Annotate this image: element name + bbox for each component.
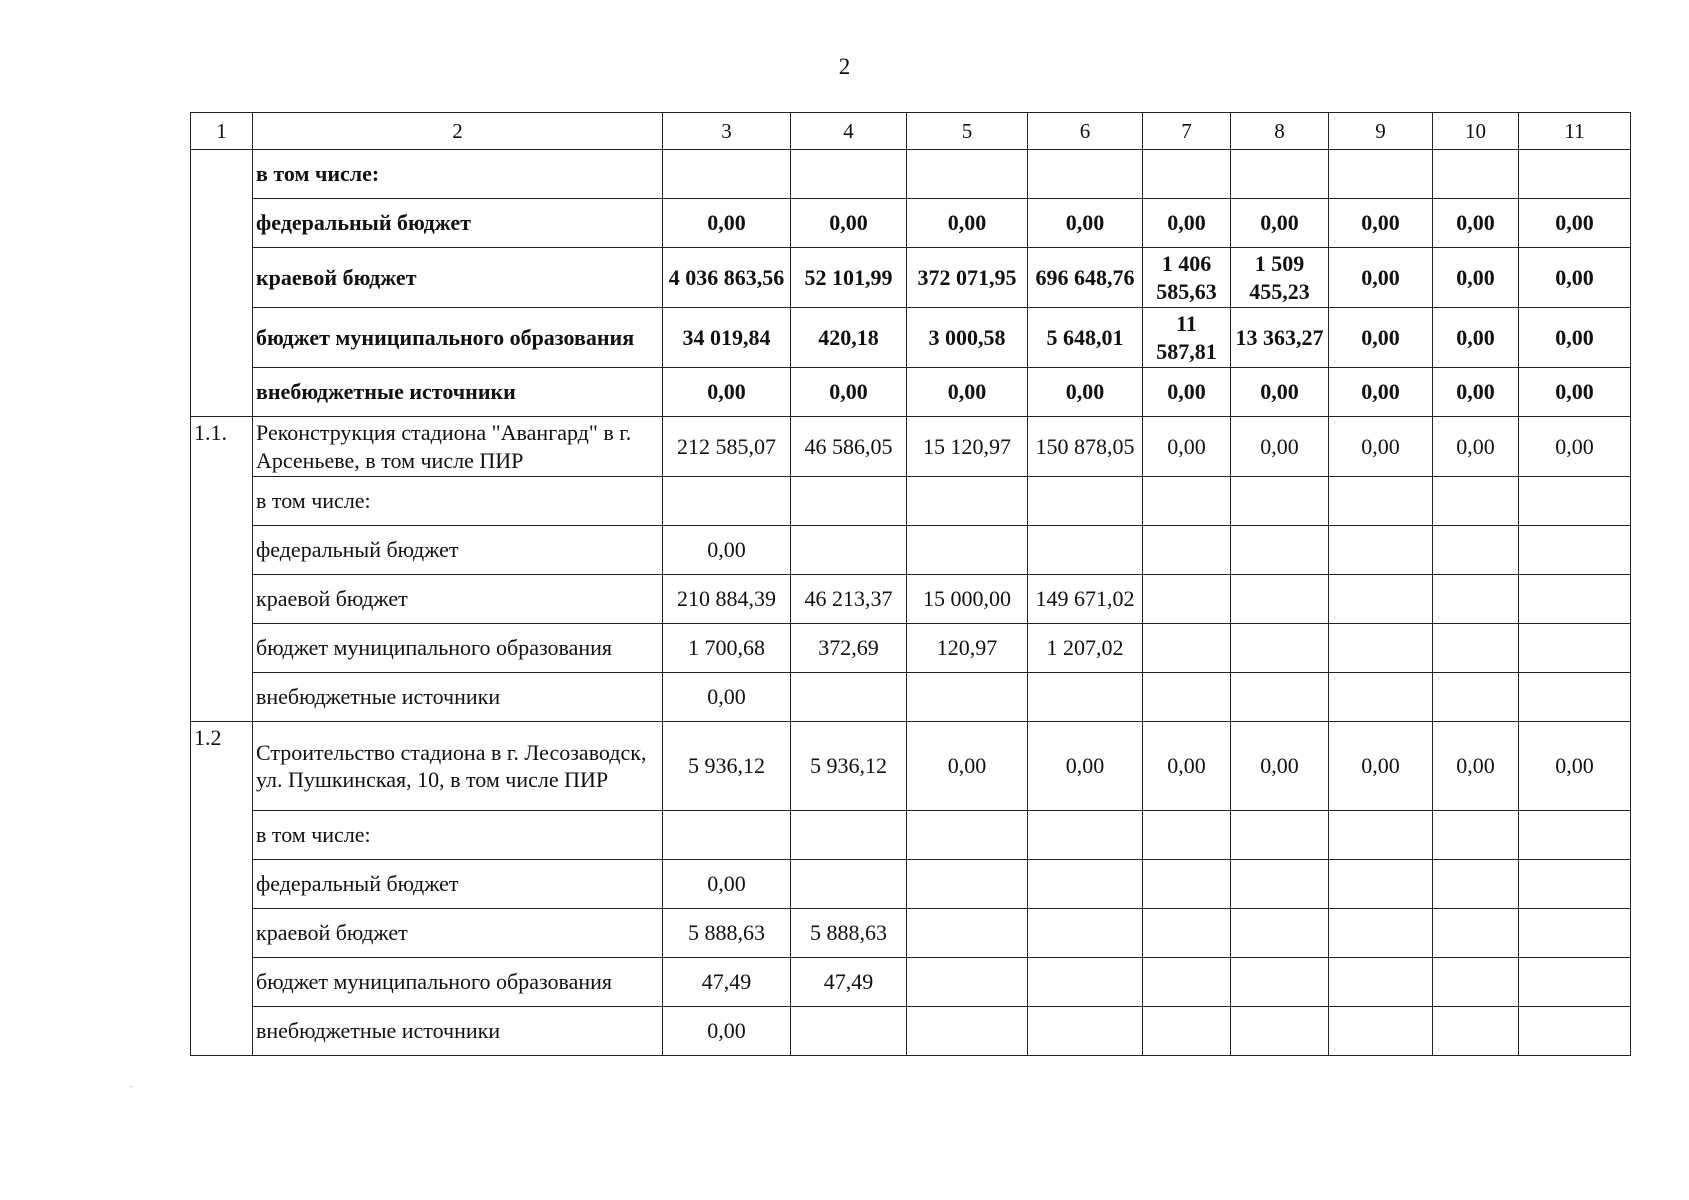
value-cell: 13 363,27 xyxy=(1231,308,1329,368)
value-cell xyxy=(1519,1007,1631,1056)
table-row xyxy=(191,909,1631,958)
value-cell xyxy=(1143,150,1231,199)
value-cell: 0,00 xyxy=(1433,199,1519,248)
row-label: внебюджетные источники xyxy=(253,673,663,722)
header-cell: 5 xyxy=(907,113,1028,150)
value-cell xyxy=(1433,477,1519,526)
value-cell xyxy=(907,150,1028,199)
value-cell xyxy=(1143,673,1231,722)
value-cell: 0,00 xyxy=(663,860,791,909)
page-number: 2 xyxy=(838,54,851,79)
row-label: в том числе: xyxy=(253,477,663,526)
value-cell: 15 000,00 xyxy=(907,575,1028,624)
value-cell: 0,00 xyxy=(1028,722,1143,811)
value-cell xyxy=(1028,1007,1143,1056)
value-cell xyxy=(907,477,1028,526)
value-cell: 0,00 xyxy=(907,199,1028,248)
value-cell xyxy=(1433,575,1519,624)
header-cell: 6 xyxy=(1028,113,1143,150)
row-label: бюджет муниципального образования xyxy=(253,308,663,368)
header-cell: 4 xyxy=(791,113,907,150)
value-cell xyxy=(1433,860,1519,909)
value-cell xyxy=(1143,958,1231,1007)
value-cell xyxy=(1433,958,1519,1007)
table-row xyxy=(191,150,1631,199)
value-cell: 0,00 xyxy=(663,526,791,575)
value-cell: 420,18 xyxy=(791,308,907,368)
value-cell: 0,00 xyxy=(1143,368,1231,417)
value-cell: 0,00 xyxy=(1519,308,1631,368)
value-cell xyxy=(1143,624,1231,673)
row-label: Реконструкция стадиона "Авангард" в г. Арсеньеве, в том числе ПИР xyxy=(253,417,663,477)
table-row xyxy=(191,673,1631,722)
value-cell xyxy=(1143,575,1231,624)
value-cell xyxy=(1231,575,1329,624)
value-cell xyxy=(1329,860,1433,909)
row-label: Строительство стадиона в г. Лесозаводск, ул. Пушкинская, 10, в том числе ПИР xyxy=(253,722,663,811)
header-cell: 2 xyxy=(253,113,663,150)
row-label: краевой бюджет xyxy=(253,575,663,624)
value-cell xyxy=(1519,150,1631,199)
value-cell: 52 101,99 xyxy=(791,248,907,308)
value-cell: 47,49 xyxy=(663,958,791,1007)
row-label: внебюджетные источники xyxy=(253,368,663,417)
header-cell: 7 xyxy=(1143,113,1231,150)
value-cell: 0,00 xyxy=(1231,199,1329,248)
value-cell: 0,00 xyxy=(1028,368,1143,417)
value-cell: 15 120,97 xyxy=(907,417,1028,477)
row-label: бюджет муниципального образования xyxy=(253,624,663,673)
value-cell xyxy=(1329,526,1433,575)
value-cell: 0,00 xyxy=(1329,199,1433,248)
table-row xyxy=(191,417,1631,477)
value-cell xyxy=(1329,909,1433,958)
value-cell: 1 207,02 xyxy=(1028,624,1143,673)
value-cell: 0,00 xyxy=(791,199,907,248)
row-index-cell: 1.2 xyxy=(191,722,253,1056)
value-cell xyxy=(1028,150,1143,199)
value-cell: 0,00 xyxy=(1231,368,1329,417)
row-label: в том числе: xyxy=(253,811,663,860)
value-cell: 0,00 xyxy=(663,673,791,722)
row-label: федеральный бюджет xyxy=(253,860,663,909)
value-cell: 0,00 xyxy=(1143,417,1231,477)
table-row xyxy=(191,308,1631,368)
value-cell xyxy=(907,1007,1028,1056)
value-cell xyxy=(1231,811,1329,860)
value-cell: 0,00 xyxy=(663,368,791,417)
value-cell: 5 888,63 xyxy=(791,909,907,958)
value-cell xyxy=(1143,860,1231,909)
value-cell xyxy=(1231,860,1329,909)
value-cell: 47,49 xyxy=(791,958,907,1007)
value-cell: 5 888,63 xyxy=(663,909,791,958)
value-cell: 1 406 585,63 xyxy=(1143,248,1231,308)
value-cell xyxy=(791,150,907,199)
value-cell: 0,00 xyxy=(663,199,791,248)
value-cell xyxy=(1143,526,1231,575)
value-cell: 4 036 863,56 xyxy=(663,248,791,308)
value-cell xyxy=(1143,811,1231,860)
value-cell xyxy=(907,526,1028,575)
value-cell xyxy=(791,526,907,575)
value-cell: 0,00 xyxy=(1329,417,1433,477)
value-cell xyxy=(1433,673,1519,722)
value-cell: 372 071,95 xyxy=(907,248,1028,308)
value-cell xyxy=(1433,1007,1519,1056)
value-cell: 0,00 xyxy=(1519,368,1631,417)
value-cell xyxy=(1231,673,1329,722)
row-label: краевой бюджет xyxy=(253,909,663,958)
value-cell: 5 936,12 xyxy=(791,722,907,811)
table-row xyxy=(191,624,1631,673)
value-cell: 0,00 xyxy=(1433,368,1519,417)
value-cell xyxy=(791,477,907,526)
value-cell xyxy=(1231,477,1329,526)
value-cell: 1 509 455,23 xyxy=(1231,248,1329,308)
value-cell: 3 000,58 xyxy=(907,308,1028,368)
row-label: внебюджетные источники xyxy=(253,1007,663,1056)
value-cell xyxy=(1028,673,1143,722)
value-cell xyxy=(1231,624,1329,673)
value-cell xyxy=(1329,811,1433,860)
value-cell xyxy=(1329,958,1433,1007)
table-row xyxy=(191,1007,1631,1056)
value-cell: 0,00 xyxy=(1519,248,1631,308)
table-row xyxy=(191,958,1631,1007)
value-cell xyxy=(1519,575,1631,624)
value-cell: 0,00 xyxy=(907,722,1028,811)
value-cell xyxy=(791,811,907,860)
header-row xyxy=(191,113,1631,150)
value-cell xyxy=(663,477,791,526)
table-row xyxy=(191,860,1631,909)
value-cell: 0,00 xyxy=(1519,417,1631,477)
value-cell xyxy=(1519,860,1631,909)
table-row xyxy=(191,199,1631,248)
value-cell xyxy=(1433,909,1519,958)
value-cell xyxy=(1231,526,1329,575)
value-cell xyxy=(1519,673,1631,722)
value-cell xyxy=(791,1007,907,1056)
value-cell xyxy=(1143,477,1231,526)
value-cell xyxy=(1519,909,1631,958)
value-cell xyxy=(663,811,791,860)
value-cell xyxy=(1329,624,1433,673)
value-cell xyxy=(1028,958,1143,1007)
value-cell xyxy=(907,673,1028,722)
value-cell xyxy=(907,958,1028,1007)
value-cell: 0,00 xyxy=(1143,199,1231,248)
value-cell: 0,00 xyxy=(791,368,907,417)
row-index-cell xyxy=(191,150,253,417)
value-cell xyxy=(791,860,907,909)
table-row xyxy=(191,477,1631,526)
value-cell xyxy=(1028,909,1143,958)
value-cell: 0,00 xyxy=(1231,722,1329,811)
value-cell: 0,00 xyxy=(907,368,1028,417)
value-cell: 5 648,01 xyxy=(1028,308,1143,368)
budget-table xyxy=(190,112,1631,1056)
row-label: федеральный бюджет xyxy=(253,199,663,248)
value-cell xyxy=(1143,1007,1231,1056)
value-cell: 372,69 xyxy=(791,624,907,673)
value-cell xyxy=(1329,477,1433,526)
value-cell: 0,00 xyxy=(1329,368,1433,417)
value-cell xyxy=(1231,909,1329,958)
value-cell xyxy=(1028,860,1143,909)
value-cell xyxy=(1028,811,1143,860)
value-cell xyxy=(1519,811,1631,860)
value-cell xyxy=(1329,575,1433,624)
table-row xyxy=(191,368,1631,417)
value-cell: 0,00 xyxy=(1433,722,1519,811)
table-row xyxy=(191,248,1631,308)
row-label: в том числе: xyxy=(253,150,663,199)
value-cell xyxy=(663,150,791,199)
value-cell xyxy=(1519,526,1631,575)
value-cell: 46 213,37 xyxy=(791,575,907,624)
value-cell xyxy=(1143,909,1231,958)
value-cell xyxy=(1329,1007,1433,1056)
value-cell: 696 648,76 xyxy=(1028,248,1143,308)
value-cell: 0,00 xyxy=(1231,417,1329,477)
value-cell: 0,00 xyxy=(1433,248,1519,308)
value-cell xyxy=(907,860,1028,909)
value-cell: 34 019,84 xyxy=(663,308,791,368)
value-cell: 46 586,05 xyxy=(791,417,907,477)
value-cell: 0,00 xyxy=(1329,722,1433,811)
value-cell: 0,00 xyxy=(1329,308,1433,368)
value-cell: 11 587,81 xyxy=(1143,308,1231,368)
value-cell: 150 878,05 xyxy=(1028,417,1143,477)
value-cell xyxy=(1329,673,1433,722)
header-cell: 8 xyxy=(1231,113,1329,150)
value-cell: 0,00 xyxy=(663,1007,791,1056)
value-cell xyxy=(1028,477,1143,526)
value-cell xyxy=(791,673,907,722)
value-cell xyxy=(1433,526,1519,575)
value-cell: 5 936,12 xyxy=(663,722,791,811)
header-cell: 3 xyxy=(663,113,791,150)
value-cell xyxy=(1433,624,1519,673)
value-cell: 0,00 xyxy=(1519,722,1631,811)
value-cell: 210 884,39 xyxy=(663,575,791,624)
header-cell: 9 xyxy=(1329,113,1433,150)
value-cell xyxy=(1028,526,1143,575)
table-row xyxy=(191,722,1631,811)
table-row xyxy=(191,526,1631,575)
value-cell: 212 585,07 xyxy=(663,417,791,477)
value-cell: 0,00 xyxy=(1143,722,1231,811)
header-cell: 1 xyxy=(191,113,253,150)
row-label: краевой бюджет xyxy=(253,248,663,308)
value-cell xyxy=(1519,477,1631,526)
value-cell xyxy=(1329,150,1433,199)
table-row xyxy=(191,575,1631,624)
value-cell: 1 700,68 xyxy=(663,624,791,673)
value-cell xyxy=(1433,811,1519,860)
value-cell xyxy=(1231,150,1329,199)
value-cell xyxy=(1231,958,1329,1007)
row-label: бюджет муниципального образования xyxy=(253,958,663,1007)
value-cell xyxy=(1231,1007,1329,1056)
value-cell: 0,00 xyxy=(1433,308,1519,368)
scan-dot: . xyxy=(130,1080,132,1089)
row-index-cell: 1.1. xyxy=(191,417,253,722)
value-cell: 0,00 xyxy=(1329,248,1433,308)
header-cell: 11 xyxy=(1519,113,1631,150)
value-cell xyxy=(1433,150,1519,199)
value-cell: 0,00 xyxy=(1519,199,1631,248)
value-cell xyxy=(907,811,1028,860)
header-cell: 10 xyxy=(1433,113,1519,150)
row-label: федеральный бюджет xyxy=(253,526,663,575)
value-cell: 0,00 xyxy=(1433,417,1519,477)
value-cell xyxy=(1519,624,1631,673)
value-cell: 0,00 xyxy=(1028,199,1143,248)
value-cell: 149 671,02 xyxy=(1028,575,1143,624)
value-cell xyxy=(907,909,1028,958)
value-cell xyxy=(1519,958,1631,1007)
table-row xyxy=(191,811,1631,860)
value-cell: 120,97 xyxy=(907,624,1028,673)
